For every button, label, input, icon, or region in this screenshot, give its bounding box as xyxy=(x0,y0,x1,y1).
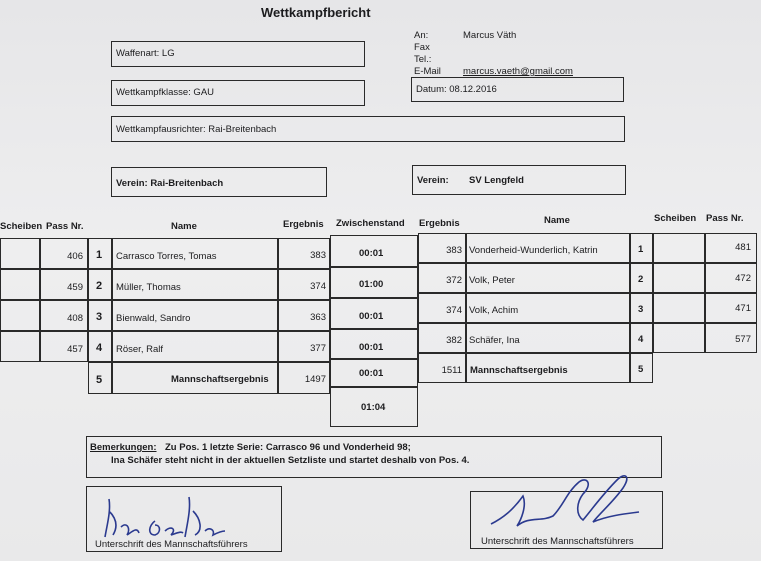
position-number: 3 xyxy=(96,311,103,323)
an-label: An: xyxy=(414,30,429,41)
team-result-label: Mannschaftsergebnis xyxy=(171,374,269,385)
pass-cell xyxy=(40,331,88,362)
result-value: 374 xyxy=(446,305,462,316)
name-cell xyxy=(466,293,630,323)
score-cell xyxy=(330,235,418,267)
position-number: 5 xyxy=(638,364,644,375)
final-score: 01:04 xyxy=(361,402,386,413)
waffenart-box xyxy=(111,41,365,67)
final-score-cell xyxy=(330,387,418,427)
header-name-left: Name xyxy=(171,221,197,232)
klasse-box xyxy=(111,80,365,106)
result-cell xyxy=(418,233,466,263)
signature-label-right: Unterschrift des Mannschaftsführers xyxy=(481,536,634,547)
pass-number: 471 xyxy=(735,303,751,314)
pos-cell xyxy=(630,263,653,293)
page-title: Wettkampfbericht xyxy=(261,5,371,20)
datum-text: Datum: 08.12.2016 xyxy=(416,84,497,95)
pass-number: 472 xyxy=(735,273,751,284)
pos-cell xyxy=(630,293,653,323)
result-value: 377 xyxy=(310,343,326,354)
pass-number: 481 xyxy=(735,242,751,253)
result-value: 383 xyxy=(446,245,462,256)
pass-cell xyxy=(705,233,757,263)
team-result-value: 1511 xyxy=(441,365,462,376)
pos-cell xyxy=(88,331,112,362)
name-cell xyxy=(112,331,278,362)
signature-box-right xyxy=(470,491,663,549)
pos-cell xyxy=(630,233,653,263)
pass-cell xyxy=(705,293,757,323)
scheiben-cell xyxy=(653,293,705,323)
handwritten-signature-left xyxy=(97,491,247,541)
result-cell xyxy=(418,353,466,383)
pass-cell xyxy=(705,263,757,293)
signature-box-left xyxy=(86,486,282,552)
result-cell xyxy=(278,269,330,300)
pos-cell xyxy=(88,300,112,331)
richter-box xyxy=(111,116,625,142)
score-cell xyxy=(330,329,418,359)
name-cell xyxy=(466,263,630,293)
team-right-label: Verein: xyxy=(417,175,449,186)
header-pass-right: Pass Nr. xyxy=(706,213,744,224)
pos-cell xyxy=(88,269,112,300)
pass-cell xyxy=(40,269,88,300)
team-left-box xyxy=(111,167,327,197)
an-value: Marcus Väth xyxy=(463,30,517,41)
scheiben-cell xyxy=(0,300,40,331)
score-cell xyxy=(330,359,418,387)
result-value: 382 xyxy=(446,335,462,346)
richter-text: Wettkampfausrichter: Rai-Breitenbach xyxy=(116,124,277,135)
pass-cell xyxy=(40,238,88,269)
team-result-value: 1497 xyxy=(304,374,326,385)
signature-label-left: Unterschrift des Mannschaftsführers xyxy=(95,539,248,550)
running-score: 00:01 xyxy=(359,248,384,259)
handwritten-signature-right xyxy=(483,466,653,542)
name-cell xyxy=(466,323,630,353)
pass-number: 408 xyxy=(67,313,83,324)
scheiben-cell xyxy=(0,269,40,300)
position-number: 1 xyxy=(96,249,103,261)
position-number: 3 xyxy=(638,304,644,315)
result-value: 372 xyxy=(446,275,462,286)
team-result-label-cell xyxy=(112,362,278,394)
pass-number: 459 xyxy=(67,282,83,293)
header-ergebnis-left: Ergebnis xyxy=(283,219,324,230)
shooter-name: Bienwald, Sandro xyxy=(116,313,191,324)
waffenart-text: Waffenart: LG xyxy=(116,48,175,59)
right-table xyxy=(418,233,761,383)
running-score: 01:00 xyxy=(359,279,384,290)
pass-number: 577 xyxy=(735,334,751,345)
pass-number: 406 xyxy=(67,251,83,262)
team-right-name: SV Lengfeld xyxy=(469,175,524,186)
pass-cell xyxy=(40,300,88,331)
shooter-name: Röser, Ralf xyxy=(116,344,163,355)
result-cell xyxy=(278,238,330,269)
pass-number: 457 xyxy=(67,344,83,355)
running-score: 00:01 xyxy=(359,311,384,322)
name-cell xyxy=(112,269,278,300)
pos-cell xyxy=(88,238,112,269)
result-cell xyxy=(418,263,466,293)
result-cell xyxy=(278,331,330,362)
shooter-name: Volk, Achim xyxy=(469,305,519,316)
position-number: 4 xyxy=(638,334,644,345)
pos-cell xyxy=(630,323,653,353)
scheiben-cell xyxy=(653,323,705,353)
position-number: 5 xyxy=(96,374,103,386)
team-left-name: Verein: Rai-Breitenbach xyxy=(116,178,224,189)
header-ergebnis-right: Ergebnis xyxy=(419,218,460,229)
name-cell xyxy=(112,238,278,269)
result-cell xyxy=(418,293,466,323)
shooter-name: Müller, Thomas xyxy=(116,282,181,293)
scheiben-cell xyxy=(653,263,705,293)
position-number: 2 xyxy=(638,274,644,285)
remarks-line-2: Ina Schäfer steht nicht in der aktuellen Setzliste und startet deshalb von Pos. 4. xyxy=(111,455,470,466)
result-value: 363 xyxy=(310,312,326,323)
header-scheiben-right: Scheiben xyxy=(654,213,697,224)
result-value: 383 xyxy=(310,250,326,261)
team-running-score: 00:01 xyxy=(359,368,384,379)
shooter-name: Carrasco Torres, Tomas xyxy=(116,251,217,262)
team-result-label-cell xyxy=(466,353,630,383)
email-label: E-Mail xyxy=(414,66,441,77)
name-cell xyxy=(466,233,630,263)
header-pass-left: Pass Nr. xyxy=(46,221,84,232)
position-number: 4 xyxy=(96,342,103,354)
datum-box xyxy=(411,77,624,102)
score-cell xyxy=(330,298,418,329)
score-cell xyxy=(330,267,418,298)
remarks-label: Bemerkungen: xyxy=(90,442,157,453)
result-value: 374 xyxy=(310,281,326,292)
team-result-label: Mannschaftsergebnis xyxy=(470,365,568,376)
position-number: 2 xyxy=(96,280,103,292)
position-number: 1 xyxy=(638,244,644,255)
pos-cell xyxy=(630,353,653,383)
result-cell xyxy=(278,300,330,331)
scheiben-cell xyxy=(0,331,40,362)
zwischenstand-column xyxy=(330,235,420,427)
shooter-name: Schäfer, Ina xyxy=(469,335,520,346)
name-cell xyxy=(112,300,278,331)
result-cell xyxy=(418,323,466,353)
klasse-text: Wettkampfklasse: GAU xyxy=(116,87,215,98)
result-cell xyxy=(278,362,330,394)
header-name-right: Name xyxy=(544,215,570,226)
header-zwischenstand: Zwischenstand xyxy=(336,218,405,229)
shooter-name: Vonderheid-Wunderlich, Katrin xyxy=(469,245,598,256)
scheiben-cell xyxy=(0,238,40,269)
left-table xyxy=(0,238,332,394)
email-value: marcus.vaeth@gmail.com xyxy=(463,66,573,77)
pass-cell xyxy=(705,323,757,353)
running-score: 00:01 xyxy=(359,342,384,353)
scheiben-cell xyxy=(653,233,705,263)
team-right-box xyxy=(412,165,626,195)
shooter-name: Volk, Peter xyxy=(469,275,515,286)
pos-cell xyxy=(88,362,112,394)
tel-label: Tel.: xyxy=(414,54,432,65)
header-scheiben-left: Scheiben xyxy=(0,221,43,232)
fax-label: Fax xyxy=(414,42,430,53)
remarks-line-1: Zu Pos. 1 letzte Serie: Carrasco 96 und Vonderheid 98; xyxy=(165,442,411,453)
